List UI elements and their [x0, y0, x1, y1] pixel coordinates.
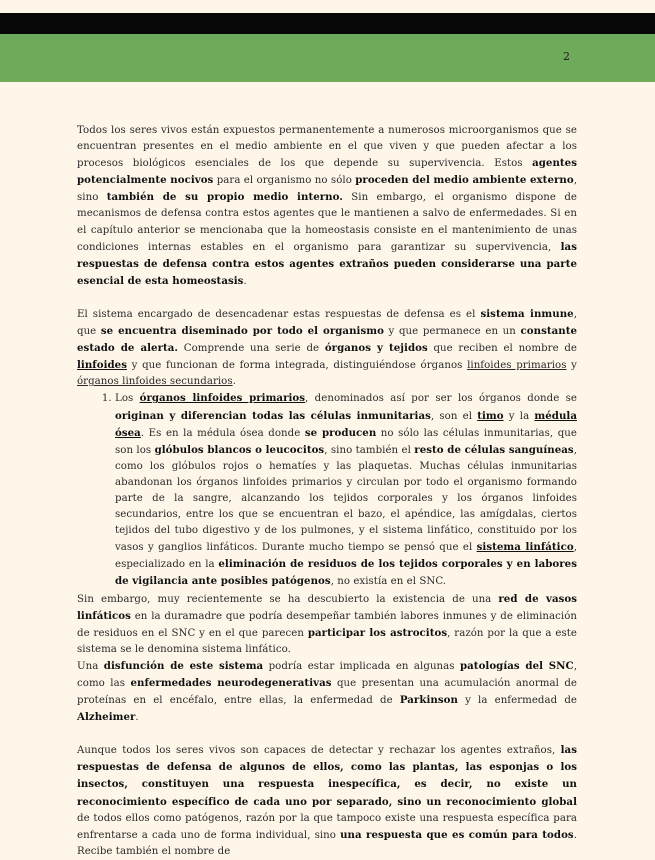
p1-run: Todos los seres vivos están expuestos permanentemente a numerosos microorganismos que se encuentran presentes en el medio ambiente en el que viven y que pueden afectar a los procesos biológicos esenciales de los que depende su supervivencia. Estos [77, 125, 577, 170]
p5-run: . Recibe también el nombre de [77, 829, 577, 857]
list_item_1-run: eliminación de residuos de los tejidos corporales y en labores de vigilancia ante posibles patógenos [115, 558, 577, 588]
paragraph-dysfunction [77, 658, 577, 726]
p2-run: El sistema encargado de desencadenar estas respuestas de defensa es el [77, 308, 481, 320]
p2-run: . [232, 376, 236, 388]
list_item_1-run: resto de células sanguíneas [414, 443, 574, 456]
header-black-bar [0, 13, 655, 34]
p5-run: Aunque todos los seres vivos son capaces de detectar y rechazar los agentes extraños, [77, 745, 561, 757]
list_item_1-run: médula ósea [115, 409, 577, 439]
p4-run: Alzheimer [77, 711, 136, 724]
p5-run: las respuestas de defensa de algunos de ellos, como las plantas, las esponjas o los insectos, constituyen una respuesta inespecífica, es decir, no existe un reconocimiento específico de cada uno por separado, sino un reconocimiento global [77, 744, 577, 808]
header-green-bar [0, 34, 655, 82]
list_item_1-run: , no existía en el SNC. [330, 576, 447, 588]
list_item_1-run: sistema linfático [476, 541, 574, 554]
list_item_1-run: no sólo las células inmunitarias, que son los [115, 427, 577, 456]
p1-run: , sino [77, 175, 577, 204]
p4-run: . [135, 712, 139, 724]
p3-run: en la duramadre que podría desempeñar también labores inmunes y de eliminación de residuos en el SNC y en el que parecen [77, 610, 577, 639]
p2-run: y que funcionan de forma integrada, distinguiéndose órganos [127, 360, 468, 372]
p1-run: . [243, 275, 247, 287]
p4-run: enfermedades neurodegenerativas [130, 677, 332, 689]
p4-run: disfunción de este sistema [103, 659, 264, 672]
p4-run: patologías del SNC [459, 659, 574, 672]
paragraph-immune-system [77, 306, 577, 390]
p2-run: Comprende una serie de [178, 343, 325, 355]
list_item_1-run: glóbulos blancos o leucocitos [154, 443, 325, 456]
p5-run: una respuesta que es común para todos [340, 828, 574, 841]
list_item_1-run: , especializado en la [115, 542, 577, 571]
p4-run: podría estar implicada en algunas [263, 660, 460, 672]
list_item_1-run: órganos linfoides primarios [139, 392, 306, 405]
list_item_1-run: originan y diferencian todas las células inmunitarias [115, 409, 431, 422]
paragraph-lymphatic-discovery [77, 591, 577, 658]
paragraph-nonspecific-response [77, 742, 577, 860]
p4-run: y la enfermedad de [457, 695, 577, 707]
paragraph-intro [77, 123, 577, 290]
p2-run: órganos linfoides secundarios [77, 376, 233, 388]
list_item_1-run: se producen [304, 426, 377, 439]
p2-run: linfoides [77, 359, 127, 372]
p1-run: agentes potencialmente nocivos [77, 157, 577, 187]
p2-run: y que permanece en un [383, 326, 521, 338]
p1-run: las respuestas de defensa contra estos agentes extraños pueden considerarse una parte esencial de esta homeostasis [77, 240, 577, 287]
document-body [77, 123, 577, 860]
p2-run: sistema inmune [480, 307, 574, 320]
organ-list [77, 390, 577, 590]
p4-run: Parkinson [399, 694, 458, 707]
list_item_1-run: , sino también el [324, 444, 415, 456]
p3-run: participar los astrocitos [307, 626, 448, 639]
p3-run: red de vasos linfáticos [77, 592, 578, 622]
p2-run: se encuentra diseminado por todo el organismo [100, 325, 384, 338]
list_item_1-run: . Es en la médula ósea donde [140, 427, 305, 439]
p1-run: también de su propio medio interno. [106, 191, 343, 204]
p1-run: Sin embargo, el organismo dispone de mecanismos de defensa contra estos agentes que le mantienen a salvo de enfermedades. Si en el capítulo anterior se mencionaba que la homeostasis consiste en el mantenimiento de unas condiciones internas estables en el organismo para garantizar su supervivencia, [77, 192, 577, 253]
p1-run: proceden del medio ambiente externo [355, 174, 574, 187]
list_item_1-run: , son el [430, 410, 478, 422]
p3-run: Sin embargo, muy recientemente se ha descubierto la existencia de una [77, 593, 499, 605]
p5-run: de todos ellos como patógenos, razón por la que tampoco existe una respuesta específica para enfrentarse a cada uno de forma individual, sino [77, 812, 577, 841]
p3-run: , razón por la que a este sistema se le denomina sistema linfático. [77, 627, 577, 655]
list_item_1-run: timo [477, 409, 504, 422]
p4-run: Una [77, 660, 104, 672]
list_item_1-run: , denominados así por ser los órganos donde se [305, 393, 577, 405]
list-item-primary-organs [115, 390, 577, 590]
p2-run: que reciben el nombre de [427, 343, 578, 355]
p2-run: constante estado de alerta. [77, 325, 578, 355]
page-number: 2 [563, 50, 570, 63]
p4-run: que presentan una acumulación anormal de proteínas en el encéfalo, entre ellas, la enfermedad de [77, 678, 577, 707]
p2-run: órganos y tejidos [324, 342, 428, 355]
p2-run: linfoides primarios [467, 360, 567, 372]
list_item_1-run: Los [115, 393, 140, 405]
p1-run: para el organismo no sólo [213, 175, 356, 187]
p2-run: y [566, 360, 577, 372]
list_item_1-run: , como los glóbulos rojos o hematíes y las plaquetas. Muchas células inmunitarias abandonan los órganos linfoides primarios y circulan por todo el organismo formando parte de la sangre, alcanzando los tejidos corporales y los órganos linfoides secundarios, entre los que se encuentran el bazo, el apéndice, las amígdalas, ciertos tejidos del tubo digestivo y de los pulmones, y el sistema linfático, constituido por los vasos y ganglios linfáticos. Durante mucho tiempo se pensó que el [115, 444, 578, 554]
p4-run: , como las [77, 660, 577, 689]
p2-run: , que [77, 308, 577, 338]
list_item_1-run: y la [503, 410, 535, 422]
